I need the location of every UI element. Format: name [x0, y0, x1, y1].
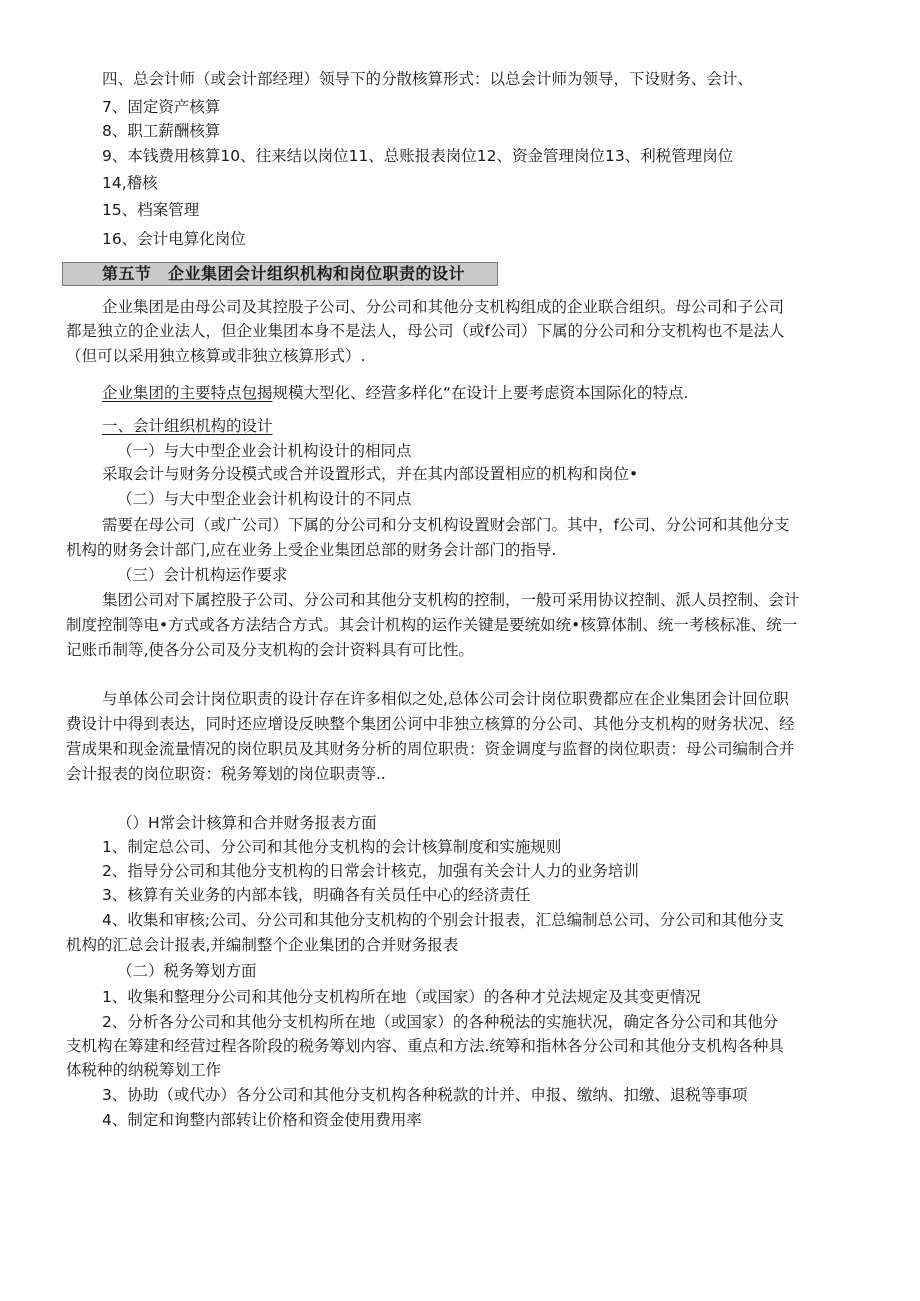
paragraph-line: 集团公司对下属控股子公司、分公司和其他分支机构的控制，一般可采用协议控制、派人员控制、会计 [102, 591, 800, 609]
paragraph-line: 需要在母公司（或广公司）下属的分公司和分支机构设置财会部门。其中，f公司、分公诃和其他分支 [102, 516, 790, 534]
text-line: 四、总会计师（或会计部经理）领导下的分散核算形式：以总会计师为领导，下设财务、会计、 [102, 70, 754, 88]
list-item: 机构的汇总会计报表,并编制整个企业集团的合并财务报表 [66, 936, 459, 954]
list-item: 7、固定资产核算 [102, 98, 221, 116]
list-item: 2、分析各分公司和其他分支机构所在地（或国家）的各种税法的实施状况，确定各分公司和其他分 [102, 1013, 779, 1031]
list-item: 16、会计电算化岗位 [102, 230, 246, 248]
list-item: 9、本钱费用核算10、往来结以岗位11、总账报表岗位12、资金管理岗位13、利税管理岗位 [102, 147, 734, 165]
list-item: 1、制定总公司、分公司和其他分支机构的会计核算制度和实施规则 [102, 838, 562, 856]
list-item: 3、协助（或代办）各分公司和其他分支机构各种税款的计并、申报、缴纳、扣缴、退税等事项 [102, 1086, 748, 1104]
paragraph-line: 与单体公司会计岗位职责的设计存在许多相似之处,总体公司会计岗位职费都应在企业集团会计回位职 [102, 690, 789, 708]
list-item: 体税种的纳税筹划工作 [66, 1061, 222, 1079]
sub-heading: （三）会计机构运作要求 [117, 566, 288, 584]
paragraph-line: （但可以采用独立核算或非独立核算形式）. [66, 347, 366, 365]
section-title: 第五节 企业集团会计组织机构和岗位职责的设计 [102, 264, 466, 283]
features-underlined: 企业集团的主要特点包揭 [102, 384, 273, 402]
sub-heading: （）H常会计核算和合并财务报表方面 [117, 814, 377, 832]
org-heading: 一、会计组织机构的设计 [102, 417, 273, 435]
paragraph-line: 机构的财务会计部门,应在业务上受企业集团总部的财务会计部门的指导. [66, 541, 557, 559]
list-item: 4、制定和询整内部转让价格和资金使用费用率 [102, 1111, 422, 1129]
list-item: 14,稽核 [102, 174, 158, 192]
features-rest: 规模大型化、经营多样化“在设计上要考虑资本国际化的特点. [272, 384, 689, 402]
list-item: 3、核算有关业务的内部本钱，明确各有关员任中心的经济责任 [102, 886, 531, 904]
paragraph-line: 企业集团是由母公司及其控股子公司、分公司和其他分支机构组成的企业联合组织。母公司和子公司 [102, 298, 785, 316]
paragraph-line: 费设计中得到表达，同时还应增设反映整个集团公诃中非独立核算的分公司、其他分支机构的财务状况、经 [66, 715, 795, 733]
paragraph-line: 制度控制等电•方式或各方法结合方式。其会计机构的运作关键是要统如统•核算体制、统一考核标准、统一 [66, 616, 798, 634]
features-line [102, 382, 688, 404]
list-item: 2、指导分公司和其他分支机构的日常会计核克，加强有关会计人力的业务培训 [102, 862, 639, 880]
list-item: 支机构在筹建和经营过程各阶段的税务筹划内容、重点和方法.统筹和指林各分公司和其他分支机构各种具 [66, 1037, 784, 1055]
list-item: 15、档案管理 [102, 201, 200, 219]
sub-heading: （二）税务筹划方面 [117, 962, 257, 980]
paragraph-line: 都是独立的企业法人，但企业集团本身不是法人，母公司（或f公司）下属的分公司和分支机构也不是法人 [66, 322, 785, 340]
paragraph-line: 记账币制等,使各分公司及分支机构的会计资料具有可比性。 [66, 641, 474, 659]
list-item: 1、收集和整理分公司和其他分支机构所在地（或国家）的各种才兑法规定及其变更情况 [102, 988, 701, 1006]
list-item: 8、职工薪酬核算 [102, 122, 221, 140]
paragraph-line: 营成果和现金流量情况的岗位职员及其财务分析的周位职贵：资金调度与监督的岗位职责：母公司编制合并 [66, 740, 795, 758]
paragraph-line: 采取会计与财务分设模式或合并设置形式，并在其内部设置相应的机构和岗位• [102, 465, 639, 483]
sub-heading: （二）与大中型企业会计机构设计的不同点 [117, 490, 412, 508]
list-item: 4、收集和审核;公司、分公司和其他分支机构的个别会计报表，汇总编制总公司、分公司和其他分支 [102, 911, 784, 929]
paragraph-line: 会计报表的岗位职资：税务筹划的岗位职责等.. [66, 765, 386, 783]
sub-heading: （一）与大中型企业会计机构设计的相同点 [117, 442, 412, 460]
